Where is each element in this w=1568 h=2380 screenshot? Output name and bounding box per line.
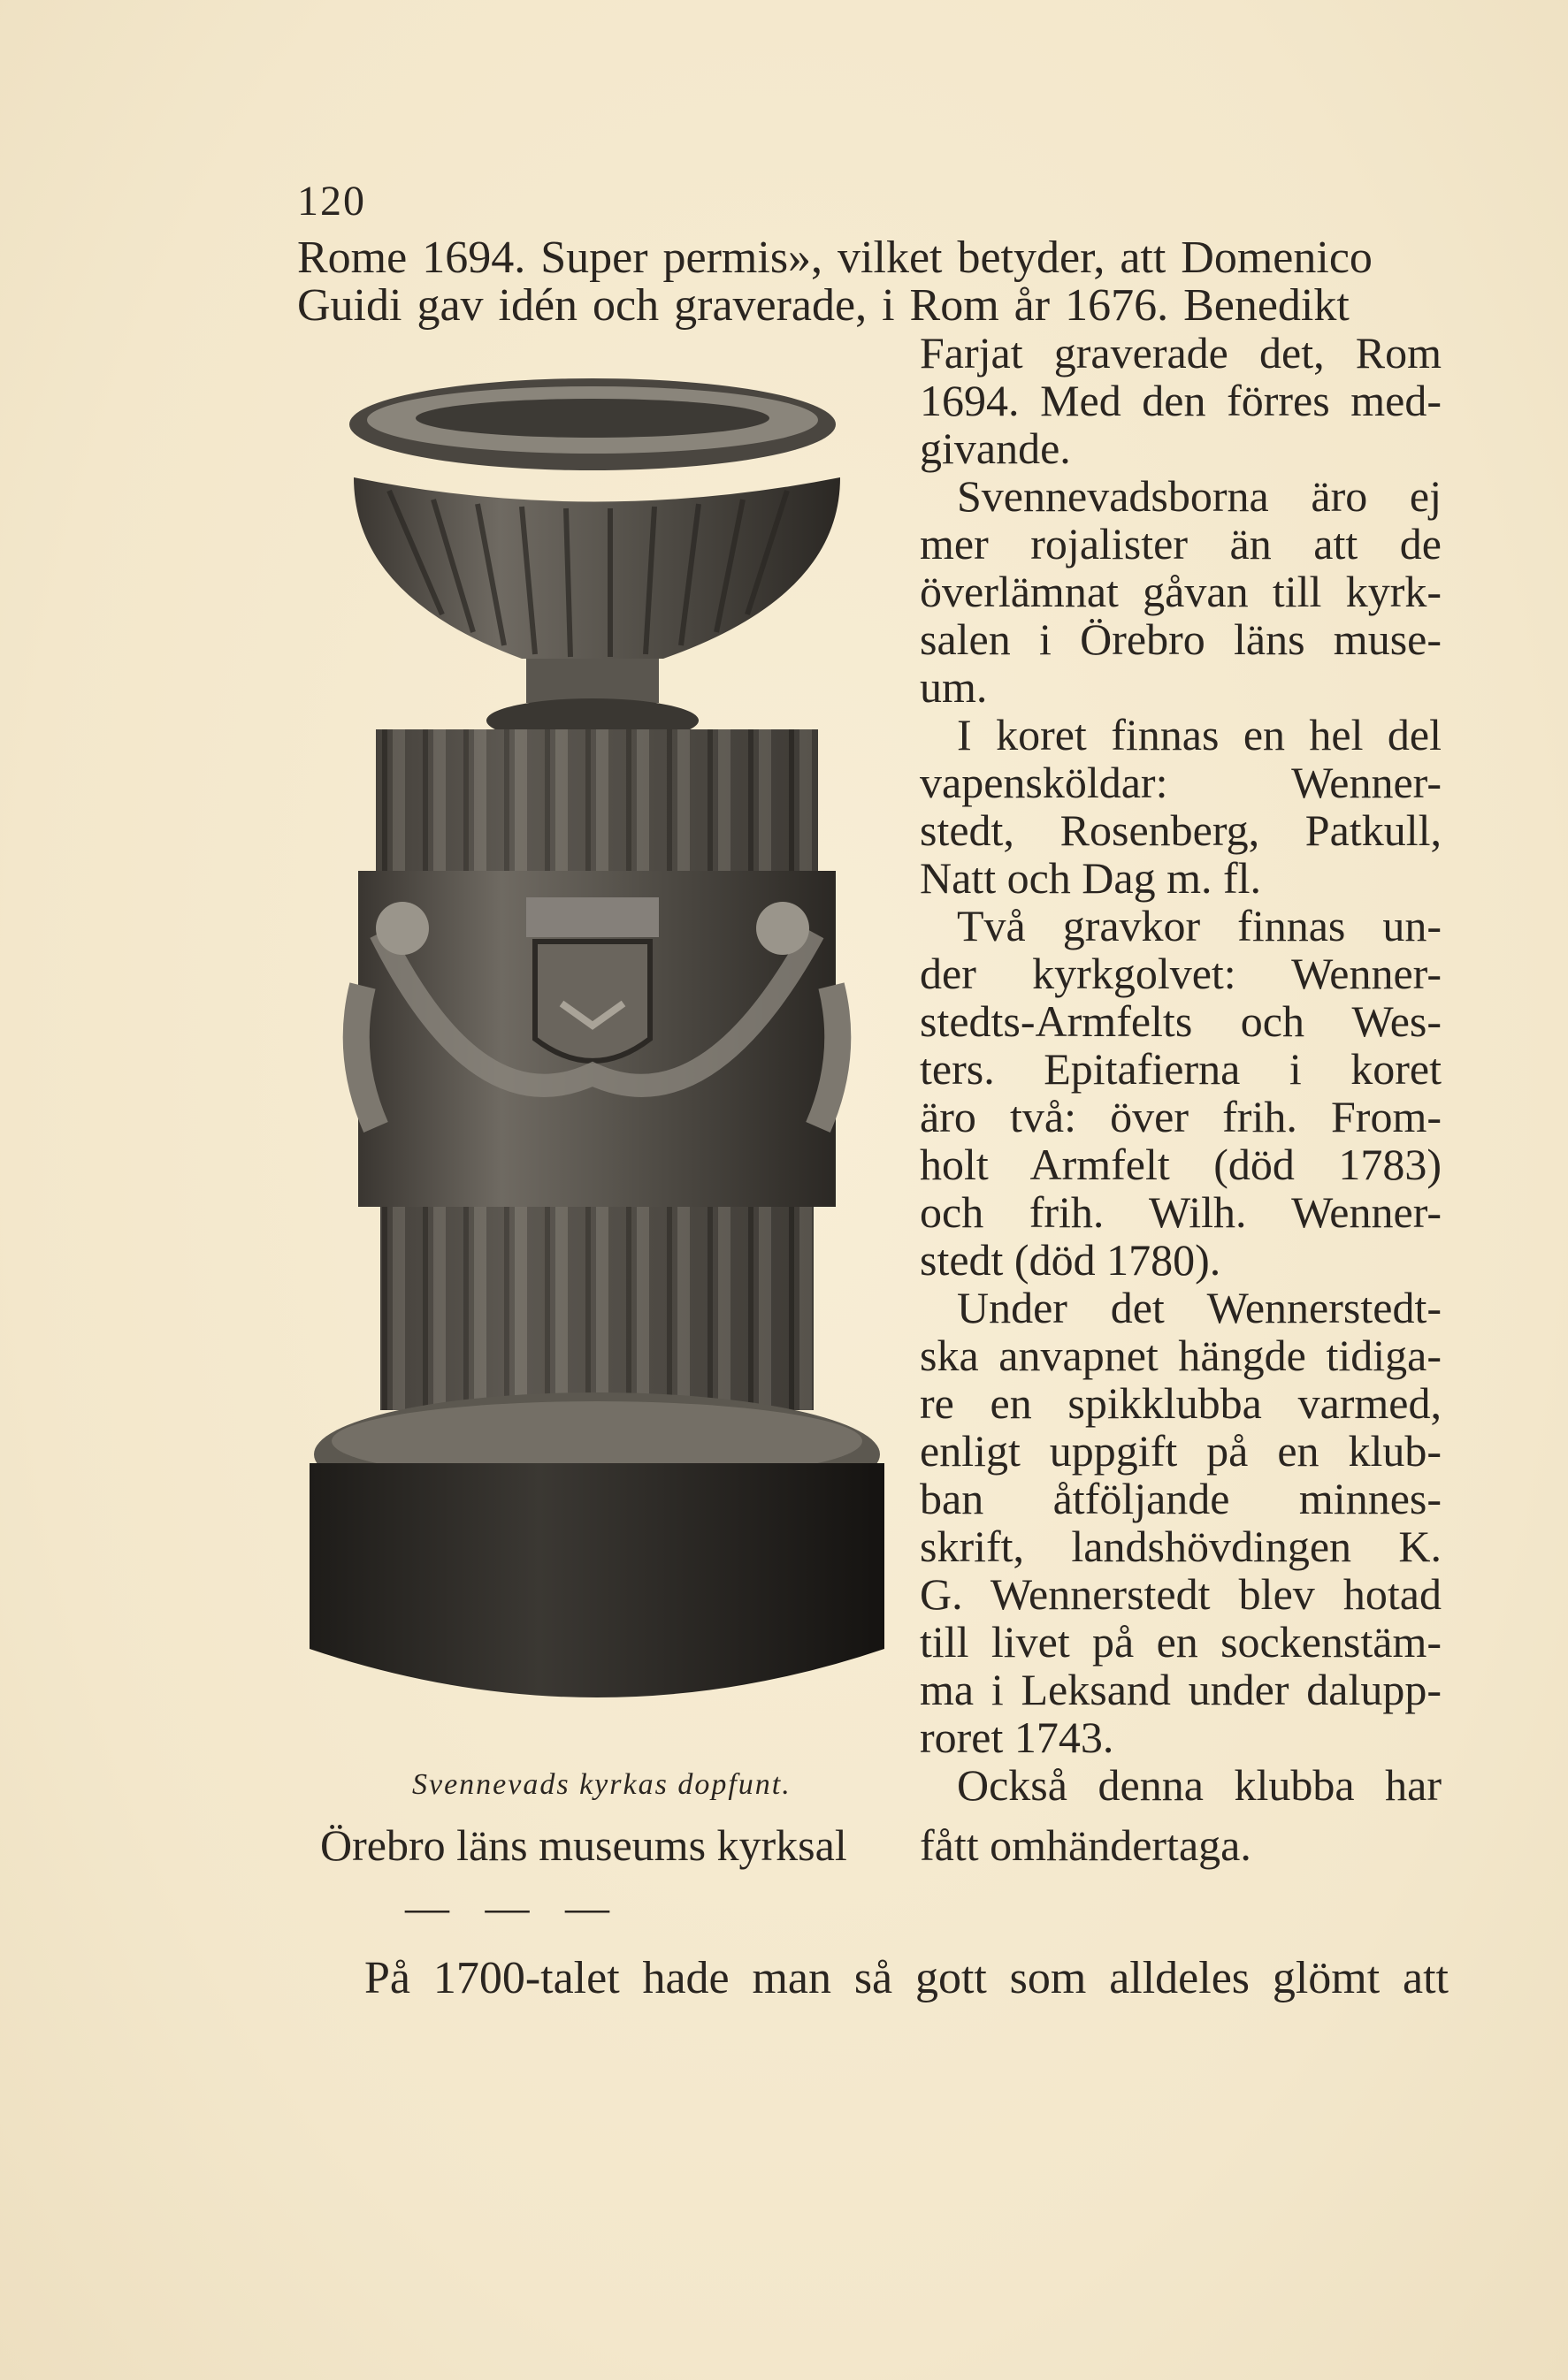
plinth bbox=[310, 1463, 884, 1697]
text-line: ters. Epitafierna i koret bbox=[920, 1044, 1442, 1094]
paragraph bbox=[920, 329, 1442, 472]
text-line: Två gravkor finnas un- bbox=[957, 901, 1442, 950]
text-line: roret 1743. bbox=[920, 1713, 1114, 1762]
baptismal-font-photo bbox=[301, 367, 902, 1759]
paragraph bbox=[920, 902, 1442, 1284]
text-line: enligt uppgift på en klub- bbox=[920, 1426, 1442, 1476]
paragraph bbox=[920, 472, 1442, 711]
text-line: der kyrkgolvet: Wenner- bbox=[920, 949, 1442, 998]
text-line-last: På 1700-talet hade man så gott som alldeles glömt att bbox=[364, 1953, 1449, 2003]
paragraph bbox=[920, 1761, 1442, 1809]
text-line: mer rojalister än att de bbox=[920, 519, 1442, 568]
text-line: stedt, Rosenberg, Patkull, bbox=[920, 805, 1442, 855]
text-line: Under det Wennerstedt- bbox=[957, 1283, 1442, 1332]
text-line: Farjat graverade det, Rom bbox=[920, 328, 1442, 378]
text-line: Svennevadsborna äro ej bbox=[957, 471, 1442, 521]
text-line: till livet på en sockenstäm- bbox=[920, 1617, 1442, 1667]
paragraph bbox=[920, 711, 1442, 902]
page-number: 120 bbox=[297, 178, 366, 225]
text-line: Också denna klubba har bbox=[957, 1760, 1442, 1810]
text-line: överlämnat gåvan till kyrk- bbox=[920, 567, 1442, 616]
text-line: ban åtföljande minnes- bbox=[920, 1474, 1442, 1523]
text-line: ma i Leksand under dalupp- bbox=[920, 1665, 1442, 1714]
bowl bbox=[354, 477, 840, 659]
text-line: skrift, landshövdingen K. bbox=[920, 1522, 1442, 1571]
text-line: äro två: över frih. From- bbox=[920, 1092, 1442, 1141]
figure-caption: Svennevads kyrkas dopfunt. bbox=[412, 1768, 792, 1801]
text-line: salen i Örebro läns muse- bbox=[920, 614, 1442, 664]
coat-of-arms bbox=[526, 897, 659, 1061]
text-line: och frih. Wilh. Wenner- bbox=[920, 1187, 1442, 1237]
text-line-1: Rome 1694. Super permis», vilket betyder, att Domenico bbox=[297, 233, 1373, 283]
text-line: vapensköldar: Wenner- bbox=[920, 758, 1442, 807]
section-break: — — — bbox=[405, 1882, 622, 1932]
text-line: stedts-Armfelts och Wes- bbox=[920, 996, 1442, 1046]
text-line: re en spikklubba varmed, bbox=[920, 1378, 1442, 1428]
right-column-text bbox=[920, 329, 1442, 1809]
paragraph bbox=[920, 1284, 1442, 1761]
text-line-bottom-right: fått omhändertaga. bbox=[920, 1820, 1251, 1870]
text-line: G. Wennerstedt blev hotad bbox=[920, 1569, 1442, 1619]
text-line: givande. bbox=[920, 423, 1071, 473]
text-line: holt Armfelt (död 1783) bbox=[920, 1140, 1442, 1189]
text-line-bottom-left: Örebro läns museums kyrksal bbox=[320, 1820, 847, 1870]
text-line: I koret finnas en hel del bbox=[957, 710, 1442, 759]
text-line: Natt och Dag m. fl. bbox=[920, 853, 1262, 903]
text-line-2: Guidi gav idén och graverade, i Rom år 1676. Benedikt bbox=[297, 280, 1350, 331]
text-line: stedt (död 1780). bbox=[920, 1235, 1221, 1285]
text-line: um. bbox=[920, 662, 988, 712]
text-line: ska anvapnet hängde tidiga- bbox=[920, 1331, 1442, 1380]
text-line: 1694. Med den förres med- bbox=[920, 376, 1442, 425]
